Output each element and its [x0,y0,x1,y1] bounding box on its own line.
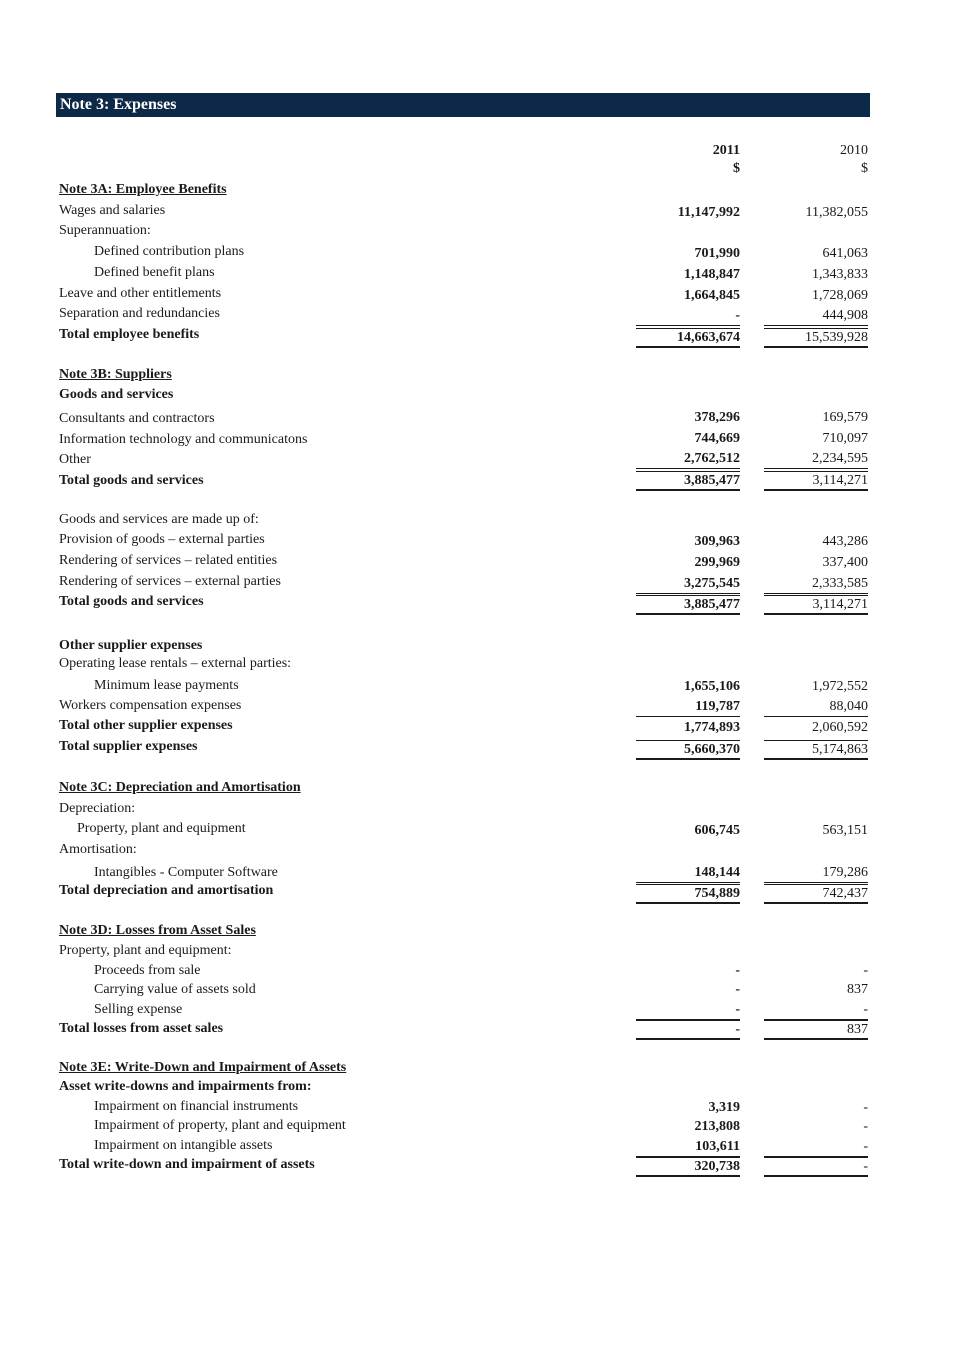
row-label: Consultants and contractors [59,411,215,426]
row-values [0,532,966,552]
row-label: Total other supplier expenses [59,718,233,733]
value-2010: 88,040 [764,697,868,717]
value-2010: 2,333,585 [764,574,868,594]
row-label: Total depreciation and amortisation [59,883,274,898]
row-label: Goods and services [59,387,174,402]
row-label: Note 3E: Write-Down and Impairment of Assets [59,1060,347,1075]
value-2011: 3,885,477 [636,595,740,615]
row-values [0,1019,966,1039]
row-values [0,553,966,573]
row-label: Asset write-downs and impairments from: [59,1079,312,1094]
value-2011: - [735,982,740,997]
row-values [0,286,966,306]
value-2010: 641,063 [822,246,868,261]
value-2010: 2,060,592 [812,720,868,735]
value-2010: - [863,963,868,978]
unit-2010: $ [861,161,868,176]
row-label: Minimum lease payments [94,678,239,693]
row-label: Provision of goods – external parties [59,532,265,547]
row-label: Note 3D: Losses from Asset Sales [59,923,256,938]
line-item-row [0,799,966,819]
value-2010: 563,151 [822,823,868,838]
value-2010: 443,286 [822,534,868,549]
row-values [0,821,966,841]
value-2011: 3,319 [708,1100,740,1115]
row-label: Impairment on intangible assets [94,1138,273,1153]
value-2011: 213,808 [694,1119,740,1134]
row-values [0,739,966,759]
row-values [0,980,966,1000]
value-2011: 299,969 [694,555,740,570]
value-2011: 606,745 [694,823,740,838]
line-item-row [0,941,966,961]
value-2011: 1,774,893 [684,720,740,735]
value-2010: - [764,1000,868,1020]
row-label: Defined contribution plans [94,244,245,259]
value-2010: 1,343,833 [812,267,868,282]
total-row [0,385,966,405]
value-2011: - [735,963,740,978]
row-label: Total losses from asset sales [59,1021,224,1036]
row-values [0,883,966,903]
value-2011: - [636,306,740,326]
value-2011: 11,147,992 [677,205,740,220]
section-heading [0,1058,966,1078]
row-label: Information technology and communicatons [59,432,308,447]
column-header-2010: 2010 [840,143,868,158]
value-2010: 11,382,055 [805,205,868,220]
row-values [0,1156,966,1176]
row-label: Property, plant and equipment [77,821,246,836]
row-values [0,306,966,326]
value-2011: 1,148,847 [684,267,740,282]
row-label: Amortisation: [59,842,137,857]
line-item-row [0,840,966,860]
value-2011: 3,885,477 [636,471,740,491]
value-2011: 3,275,545 [636,574,740,594]
row-values [0,677,966,697]
row-label: Property, plant and equipment: [59,943,232,958]
value-2010: - [764,1137,868,1157]
section-heading [0,365,966,385]
section-heading [0,180,966,200]
value-2010: 5,174,863 [764,740,868,760]
row-label: Other [59,452,91,467]
value-2011: 701,990 [694,246,740,261]
row-values [0,429,966,449]
column-header-years [0,141,966,161]
value-2010: 1,728,069 [812,288,868,303]
value-2010: 179,286 [764,863,868,883]
value-2010: 742,437 [764,884,868,904]
value-2010: 337,400 [822,555,868,570]
value-2011: 1,655,106 [684,679,740,694]
row-label: Workers compensation expenses [59,698,242,713]
value-2010: 1,972,552 [812,679,868,694]
row-label: Leave and other entitlements [59,286,222,301]
row-label: Operating lease rentals – external parties: [59,656,292,671]
row-values [0,1000,966,1020]
value-2011: 148,144 [636,863,740,883]
value-2011: 119,787 [636,697,740,717]
row-values [0,408,966,428]
section-heading [0,778,966,798]
value-2010: 444,908 [764,306,868,326]
row-label: Total goods and services [59,473,204,488]
row-label: Separation and redundancies [59,306,220,321]
value-2011: 1,664,845 [684,288,740,303]
value-2011: 103,611 [636,1137,740,1157]
row-values [0,244,966,264]
value-2011: 378,296 [694,410,740,425]
row-values [0,718,966,738]
value-2011: 5,660,370 [636,740,740,760]
line-item-row [0,221,966,241]
row-label: Depreciation: [59,801,136,816]
row-label: Superannuation: [59,223,151,238]
value-2011: 754,889 [636,884,740,904]
value-2011: 14,663,674 [636,328,740,348]
row-label: Goods and services are made up of: [59,512,259,527]
row-label: Defined benefit plans [94,265,215,280]
value-2010: 837 [764,1020,868,1040]
unit-2011: $ [733,161,740,176]
value-2011: 320,738 [636,1157,740,1177]
value-2010: 3,114,271 [764,471,868,491]
section-heading [0,921,966,941]
row-label: Selling expense [94,1002,183,1017]
row-label: Note 3B: Suppliers [59,367,172,382]
value-2011: - [636,1020,740,1040]
row-label: Total employee benefits [59,327,200,342]
row-values [0,961,966,981]
row-label: Rendering of services – related entities [59,553,278,568]
value-2010: - [863,1119,868,1134]
row-values [0,1137,966,1157]
row-values [0,697,966,717]
value-2010: - [863,1100,868,1115]
row-label: Total goods and services [59,594,204,609]
row-label: Intangibles - Computer Software [94,865,278,880]
value-2010: 710,097 [822,431,868,446]
value-2010: 169,579 [822,410,868,425]
value-2011: - [636,1000,740,1020]
row-values [0,1098,966,1118]
row-values [0,1117,966,1137]
column-header-2011: 2011 [712,143,740,158]
row-values [0,203,966,223]
row-values [0,470,966,490]
total-row [0,636,966,656]
row-values [0,863,966,883]
row-label: Proceeds from sale [94,963,201,978]
row-label: Total supplier expenses [59,739,198,754]
value-2011: 744,669 [694,431,740,446]
line-item-row [0,654,966,674]
row-label: Note 3A: Employee Benefits [59,182,227,197]
row-label: Wages and salaries [59,203,166,218]
value-2011: 2,762,512 [636,449,740,469]
row-label: Carrying value of assets sold [94,982,256,997]
row-values [0,449,966,469]
row-label: Other supplier expenses [59,638,203,653]
row-label: Rendering of services – external parties [59,574,281,589]
column-header-units [0,159,966,179]
value-2011: 309,963 [694,534,740,549]
row-label: Impairment of property, plant and equipment [94,1118,346,1133]
row-values [0,327,966,347]
row-values [0,574,966,594]
row-values [0,594,966,614]
value-2010: - [764,1157,868,1177]
row-values [0,265,966,285]
value-2010: 15,539,928 [764,328,868,348]
value-2010: 3,114,271 [764,595,868,615]
row-label: Impairment on financial instruments [94,1099,299,1114]
note-title: Note 3: Expenses [56,93,870,117]
value-2010: 837 [847,982,868,997]
line-item-row [0,510,966,530]
row-label: Total write-down and impairment of assets [59,1157,315,1172]
row-label: Note 3C: Depreciation and Amortisation [59,780,301,795]
total-row [0,1077,966,1097]
value-2010: 2,234,595 [764,449,868,469]
